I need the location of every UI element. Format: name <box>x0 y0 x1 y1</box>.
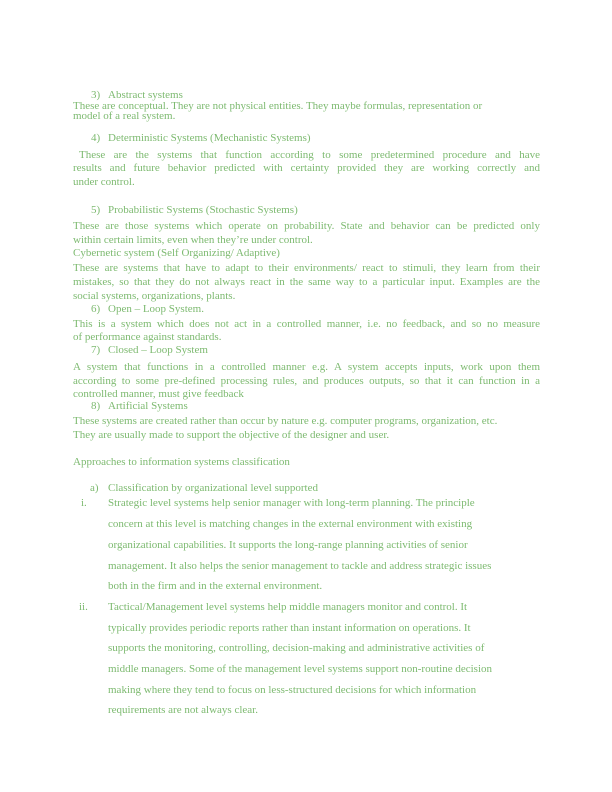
paragraph-line: mistakes, so that they do not always react in the same way to a particular input. Examples are the <box>73 276 540 288</box>
section-heading-abstract: Abstract systems <box>108 89 183 101</box>
paragraph-line: This is a system which does not act in a controlled manner, i.e. no feedback, and so no measure <box>73 318 540 330</box>
paragraph-line: typically provides periodic reports rather than instant information on operations. It <box>108 622 471 634</box>
paragraph-line: under control. <box>73 176 135 188</box>
list-number: ii. <box>79 601 88 613</box>
paragraph-line: according to some pre-defined processing rules, and produces outputs, so that it can function in a <box>73 375 540 387</box>
list-number: 8) <box>91 400 101 412</box>
paragraph-line: controlled manner, must give feedback <box>73 388 244 400</box>
approaches-heading: Approaches to information systems classification <box>73 456 290 468</box>
paragraph-line: within certain limits, even when they’re under control. <box>73 234 313 246</box>
paragraph-line: both in the firm and in the external environment. <box>108 580 323 592</box>
paragraph-line: These are systems that have to adapt to their environments/ react to stimuli, they learn from their <box>73 262 540 274</box>
section-heading-probabilistic: Probabilistic Systems (Stochastic Systems) <box>108 204 298 216</box>
paragraph-line: of performance against standards. <box>73 331 222 343</box>
section-heading-open-loop: Open – Loop System. <box>108 303 204 315</box>
paragraph-line: They are usually made to support the objective of the designer and user. <box>73 429 390 441</box>
paragraph-line: Strategic level systems help senior manager with long-term planning. The principle <box>108 497 475 509</box>
paragraph-line: organizational capabilities. It supports the long-range planning activities of senior <box>108 539 468 551</box>
paragraph-line: management. It also helps the senior management to tackle and address strategic issues <box>108 560 492 572</box>
list-number: 3) <box>91 89 101 101</box>
section-heading-closed-loop: Closed – Loop System <box>108 344 208 356</box>
paragraph-line: results and future behavior predicted with certainty provided they are working correctly and <box>73 162 540 174</box>
paragraph-line: These are conceptual. They are not physical entities. They maybe formulas, representation or <box>73 100 483 112</box>
list-number: 5) <box>91 204 101 216</box>
subheading-organizational-level: Classification by organizational level supported <box>108 482 318 494</box>
paragraph-line: A system that functions in a controlled manner e.g. A system accepts inputs, work upon them <box>73 361 540 373</box>
list-number: 7) <box>91 344 101 356</box>
paragraph-line: These are the systems that function according to some predetermined procedure and have <box>79 149 540 161</box>
paragraph-line: concern at this level is matching changes in the external environment with existing <box>108 518 473 530</box>
section-heading-cybernetic: Cybernetic system (Self Organizing/ Adaptive) <box>73 247 280 259</box>
paragraph-line: These are those systems which operate on probability. State and behavior can be predicted only <box>73 220 540 232</box>
list-number: 6) <box>91 303 101 315</box>
paragraph-line: Tactical/Management level systems help middle managers monitor and control. It <box>108 601 468 613</box>
paragraph-line: middle managers. Some of the management level systems support non-routine decision <box>108 663 492 675</box>
paragraph-line: These systems are created rather than occur by nature e.g. computer programs, organization, etc. <box>73 415 498 427</box>
list-number: i. <box>81 497 87 509</box>
list-number: a) <box>90 482 99 494</box>
paragraph-line: supports the monitoring, controlling, decision-making and administrative activities of <box>108 642 485 654</box>
section-heading-artificial: Artificial Systems <box>108 400 188 412</box>
paragraph-line: making where they tend to focus on less-structured decisions for which information <box>108 684 477 696</box>
list-number: 4) <box>91 132 101 144</box>
paragraph-line: requirements are not always clear. <box>108 704 258 716</box>
paragraph-line: social systems, organizations, plants. <box>73 290 236 302</box>
section-heading-deterministic: Deterministic Systems (Mechanistic Systems) <box>108 132 311 144</box>
paragraph-line: model of a real system. <box>73 110 176 122</box>
